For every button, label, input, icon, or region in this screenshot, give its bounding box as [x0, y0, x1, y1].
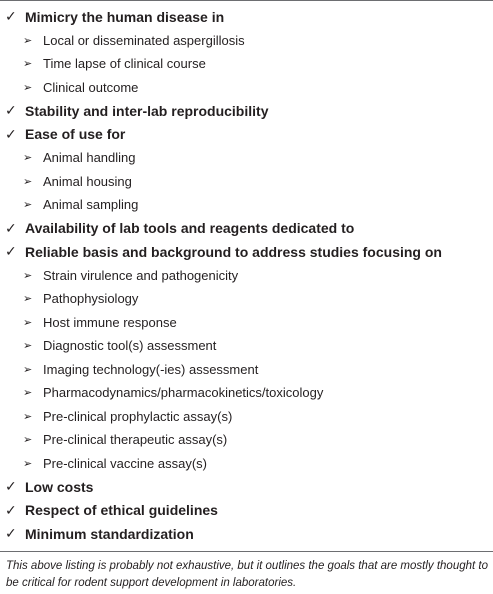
item-label: Diagnostic tool(s) assessment: [43, 338, 217, 354]
arrow-bullet-icon: ➢: [23, 340, 33, 353]
item-label: Local or disseminated aspergillosis: [43, 32, 245, 48]
check-icon: ✓: [5, 478, 17, 495]
item-label: Stability and inter-lab reproducibility: [25, 102, 269, 119]
item-label: Pre-clinical therapeutic assay(s): [43, 432, 228, 448]
sub-criterion-item: [0, 334, 493, 358]
item-label: Reliable basis and background to address studies focusing on: [25, 243, 442, 260]
criteria-list: [0, 1, 493, 551]
sub-criterion-item: [0, 193, 493, 217]
check-icon: ✓: [5, 219, 17, 236]
arrow-bullet-icon: ➢: [23, 316, 33, 329]
criterion-item: [0, 499, 493, 523]
item-label: Host immune response: [43, 314, 177, 330]
item-label: Availability of lab tools and reagents dedicated to: [25, 220, 355, 237]
criterion-item: [0, 522, 493, 546]
check-icon: ✓: [5, 125, 17, 142]
arrow-bullet-icon: ➢: [23, 434, 33, 447]
sub-criterion-item: [0, 428, 493, 452]
check-icon: ✓: [5, 501, 17, 518]
sub-criterion-item: [0, 311, 493, 335]
item-label: Strain virulence and pathogenicity: [43, 267, 239, 283]
sub-criterion-item: [0, 264, 493, 288]
sub-criterion-item: [0, 405, 493, 429]
item-label: Pathophysiology: [43, 291, 139, 307]
item-label: Respect of ethical guidelines: [25, 502, 218, 519]
bottom-rule: [0, 551, 493, 552]
arrow-bullet-icon: ➢: [23, 363, 33, 376]
criterion-item: [0, 240, 493, 264]
arrow-bullet-icon: ➢: [23, 152, 33, 165]
item-label: Ease of use for: [25, 126, 126, 143]
item-label: Minimum standardization: [25, 525, 194, 542]
check-icon: ✓: [5, 102, 17, 119]
table-footnote: This above listing is probably not exhaustive, but it outlines the goals that are mostly thought to be critical for rodent support development in laboratories.: [6, 559, 489, 589]
sub-criterion-item: [0, 452, 493, 476]
item-label: Pre-clinical vaccine assay(s): [43, 455, 207, 471]
sub-criterion-item: [0, 52, 493, 76]
sub-criterion-item: [0, 287, 493, 311]
arrow-bullet-icon: ➢: [23, 387, 33, 400]
check-icon: ✓: [5, 243, 17, 260]
sub-criterion-item: [0, 146, 493, 170]
arrow-bullet-icon: ➢: [23, 58, 33, 71]
item-label: Animal sampling: [43, 197, 139, 213]
check-icon: ✓: [5, 525, 17, 542]
check-icon: ✓: [5, 8, 17, 25]
arrow-bullet-icon: ➢: [23, 199, 33, 212]
arrow-bullet-icon: ➢: [23, 34, 33, 47]
item-label: Time lapse of clinical course: [43, 56, 206, 72]
item-label: Animal housing: [43, 173, 132, 189]
sub-criterion-item: [0, 76, 493, 100]
item-label: Clinical outcome: [43, 79, 139, 95]
sub-criterion-item: [0, 29, 493, 53]
item-label: Mimicry the human disease in: [25, 8, 225, 25]
item-label: Low costs: [25, 478, 94, 495]
arrow-bullet-icon: ➢: [23, 175, 33, 188]
sub-criterion-item: [0, 358, 493, 382]
item-label: Imaging technology(-ies) assessment: [43, 361, 259, 377]
criterion-item: [0, 99, 493, 123]
item-label: Pharmacodynamics/pharmacokinetics/toxicology: [43, 385, 324, 401]
arrow-bullet-icon: ➢: [23, 293, 33, 306]
arrow-bullet-icon: ➢: [23, 410, 33, 423]
criterion-item: [0, 123, 493, 147]
arrow-bullet-icon: ➢: [23, 457, 33, 470]
arrow-bullet-icon: ➢: [23, 81, 33, 94]
sub-criterion-item: [0, 381, 493, 405]
criterion-item: [0, 217, 493, 241]
item-label: Animal handling: [43, 150, 136, 166]
arrow-bullet-icon: ➢: [23, 269, 33, 282]
item-label: Pre-clinical prophylactic assay(s): [43, 408, 233, 424]
criterion-item: [0, 5, 493, 29]
sub-criterion-item: [0, 170, 493, 194]
criterion-item: [0, 475, 493, 499]
